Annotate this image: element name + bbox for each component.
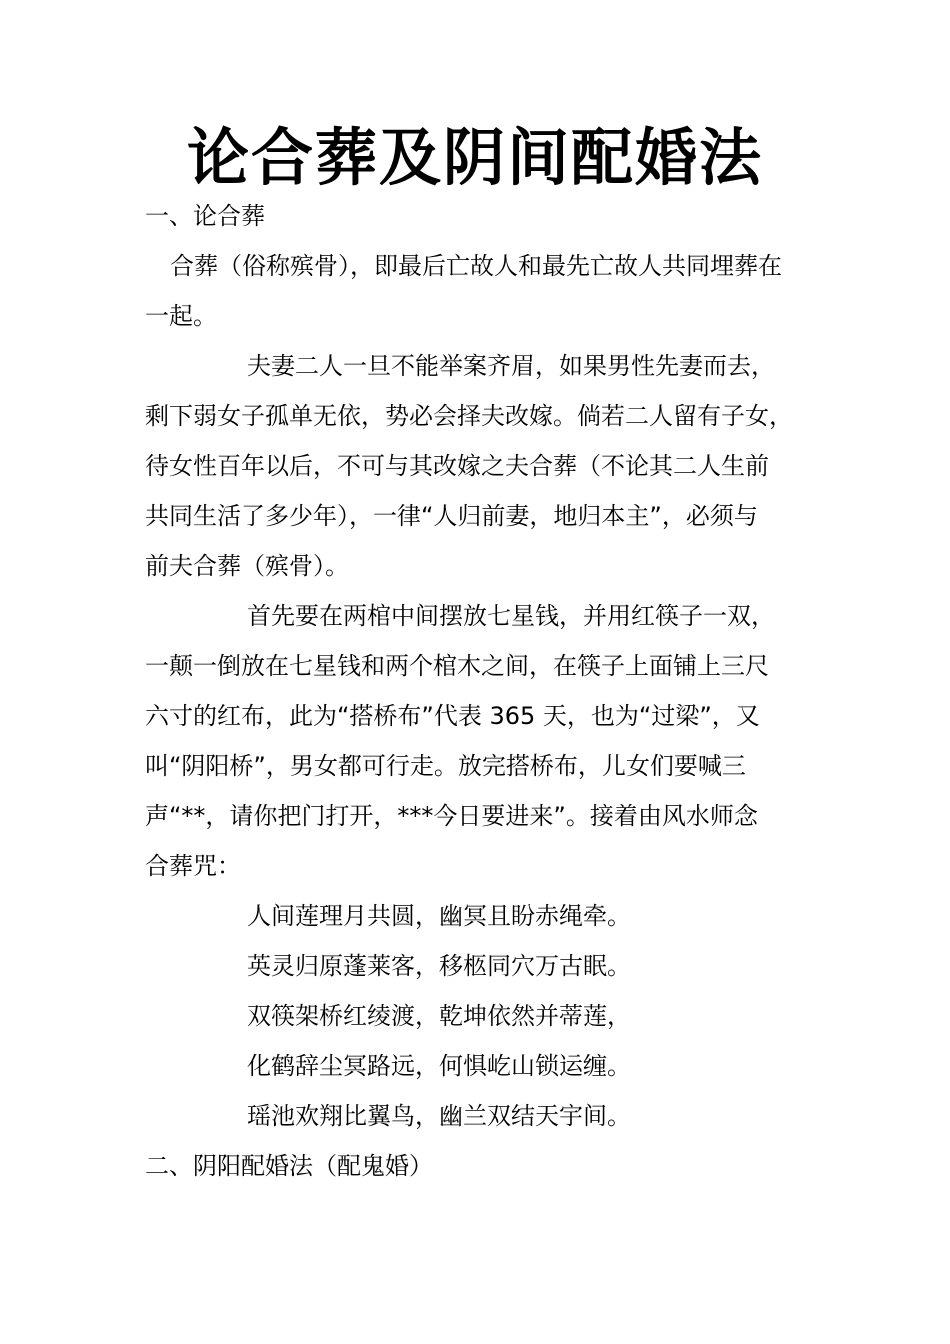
poem-line: 化鹤辞尘冥路远，何惧屹山锁运缠。 [247, 1052, 631, 1080]
poem-line: 人间莲理月共圆，幽冥且盼赤绳牵。 [247, 902, 631, 930]
paragraph-line: 一颠一倒放在七星钱和两个棺木之间，在筷子上面铺上三尺 [145, 652, 769, 680]
paragraph-line: 首先要在两棺中间摆放七星钱，并用红筷子一双， [247, 602, 775, 630]
poem-line: 英灵归原蓬莱客，移柩同穴万古眠。 [247, 952, 631, 980]
poem-line: 双筷架桥红绫渡，乾坤依然并蒂莲， [247, 1002, 631, 1030]
paragraph-line: 剩下弱女子孤单无依，势必会择夫改嫁。倘若二人留有子女， [145, 402, 793, 430]
paragraph-line: 待女性百年以后，不可与其改嫁之夫合葬（不论其二人生前 [145, 452, 769, 480]
poem-line: 瑶池欢翔比翼鸟，幽兰双结天宇间。 [247, 1102, 631, 1130]
paragraph-line: 夫妻二人一旦不能举案齐眉，如果男性先妻而去， [247, 352, 775, 380]
paragraph-line: 声“**，请你把门打开，***今日要进来”。接着由风水师念 [145, 802, 758, 830]
paragraph-line: 六寸的红布，此为“搭桥布”代表 365 天，也为“过梁”，又 [145, 702, 760, 730]
paragraph-line: 一起。 [145, 302, 217, 330]
section-heading-2: 二、阴阳配婚法（配鬼婚） [145, 1152, 433, 1180]
paragraph-line: 合葬（俗称殡骨），即最后亡故人和最先亡故人共同埋葬在 [170, 252, 782, 280]
paragraph-line: 叫“阴阳桥”，男女都可行走。放完搭桥布，儿女们要喊三 [145, 752, 746, 780]
section-heading-1: 一、论合葬 [145, 202, 265, 230]
paragraph-line: 前夫合葬（殡骨）。 [145, 552, 349, 580]
document-title: 论合葬及阴间配婚法 [186, 121, 763, 194]
paragraph-line: 合葬咒： [145, 852, 241, 880]
paragraph-line: 共同生活了多少年），一律“人归前妻，地归本主”，必须与 [145, 502, 758, 530]
